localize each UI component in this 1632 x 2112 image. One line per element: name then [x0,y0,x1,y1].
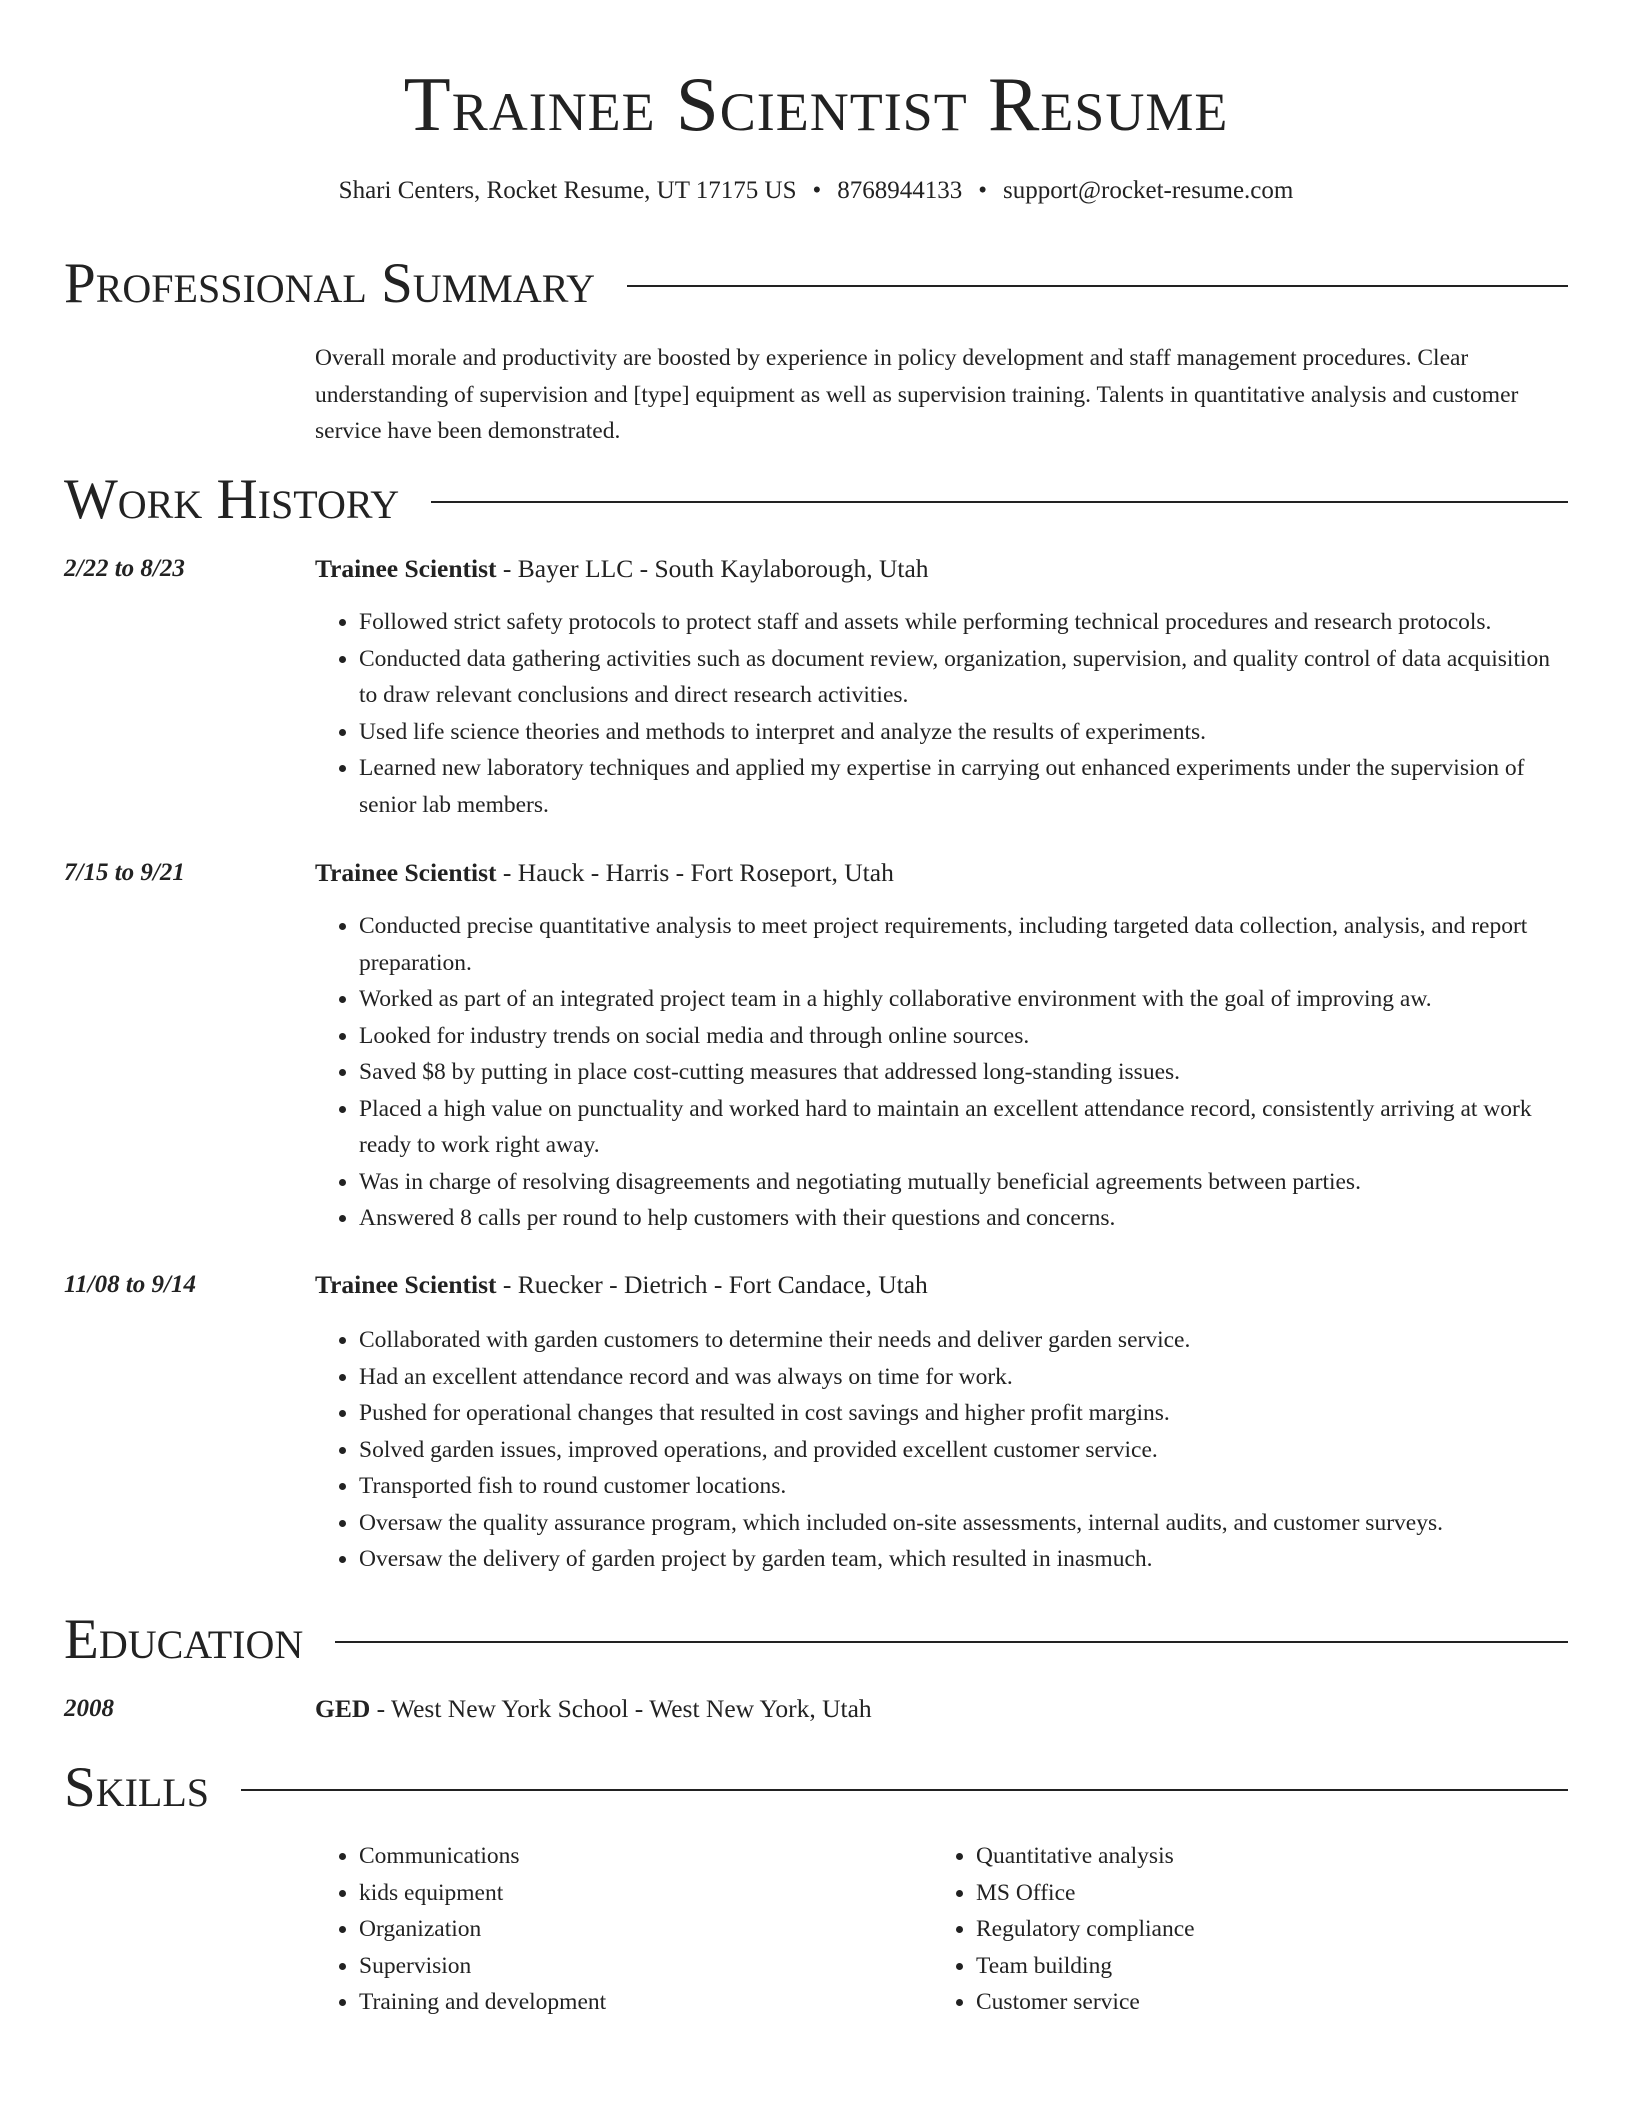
list-item: • Answered 8 calls per round to help customers with their questions and concerns. [359,1200,1568,1237]
job-dates: 11/08 to 9/14 [64,1271,196,1298]
list-item: • Had an excellent attendance record and was always on time for work. [359,1359,1568,1396]
section-rule [627,285,1568,287]
job-details: - Bayer LLC - South Kaylaborough, Utah [496,554,929,583]
section-title-work: Work History [64,468,400,531]
list-item: • Oversaw the delivery of garden project by garden team, which resulted in inasmuch. [359,1541,1568,1578]
list-item: • Conducted data gathering activities such as document review, organization, supervision, and quality control of data acquisition to draw relevant conclusions and direct research activities. [359,641,1568,714]
job-heading [315,1270,928,1300]
job-details: - Hauck - Harris - Fort Roseport, Utah [496,858,894,887]
job-heading [315,858,894,888]
education-details: - West New York School - West New York, Utah [370,1694,872,1723]
job-bullets [315,1322,1568,1578]
job-dates: 7/15 to 9/21 [64,859,185,886]
education-heading [315,1694,872,1724]
job-bullets [315,908,1568,1237]
list-item: • Learned new laboratory techniques and applied my expertise in carrying out enhanced experiments under the supervision of senior lab members. [359,750,1568,823]
list-item: • Looked for industry trends on social media and through online sources. [359,1018,1568,1055]
contact-email: support@rocket-resume.com [1003,177,1294,204]
list-item: • Pushed for operational changes that resulted in cost savings and higher profit margins. [359,1395,1568,1432]
contact-separator: • [978,177,988,204]
section-title-skills: Skills [64,1756,210,1819]
skill-item: • kids equipment [359,1875,919,1912]
list-item: • Used life science theories and methods to interpret and analyze the results of experiments. [359,714,1568,751]
list-item: • Placed a high value on punctuality and worked hard to maintain an excellent attendance record, consistently arriving at work ready to work right away. [359,1091,1568,1164]
skill-item: • MS Office [976,1875,1576,1912]
section-header-work [64,468,1568,532]
section-header-skills [64,1756,1568,1820]
job-details: - Ruecker - Dietrich - Fort Candace, Utah [496,1270,928,1299]
contact-info [0,176,1632,206]
section-title-summary: Professional Summary [64,252,596,315]
skill-item: • Training and development [359,1984,919,2021]
job-bullets [315,604,1568,823]
job-heading [315,554,929,584]
job-dates: 2/22 to 8/23 [64,555,185,582]
skill-item: • Supervision [359,1948,919,1985]
summary-text: Overall morale and productivity are boosted by experience in policy development and staff management procedures. Clear understanding of supervision and [type] equipment as well as supervision training. Talents in quantitative analysis and customer service have been demonstrated. [315,345,1519,444]
list-item: • Was in charge of resolving disagreements and negotiating mutually beneficial agreements between parties. [359,1164,1568,1201]
job-title: Trainee Scientist [315,554,497,583]
section-header-education [64,1608,1568,1672]
list-item: • Oversaw the quality assurance program, which included on-site assessments, internal audits, and customer surveys. [359,1505,1568,1542]
skill-item: • Team building [976,1948,1576,1985]
skill-item: • Regulatory compliance [976,1911,1576,1948]
list-item: • Transported fish to round customer locations. [359,1468,1568,1505]
skill-item: • Customer service [976,1984,1576,2021]
skill-item: • Organization [359,1911,919,1948]
section-rule [431,501,1568,503]
list-item: • Saved $8 by putting in place cost-cutting measures that addressed long-standing issues. [359,1054,1568,1091]
job-title: Trainee Scientist [315,1270,497,1299]
skills-list-left [315,1838,919,2021]
skills-list-right [932,1838,1576,2021]
list-item: • Conducted precise quantitative analysis to meet project requirements, including targeted data collection, analysis, and report preparation. [359,908,1568,981]
list-item: • Solved garden issues, improved operations, and provided excellent customer service. [359,1432,1568,1469]
skill-item: • Quantitative analysis [976,1838,1576,1875]
contact-phone: 8768944133 [837,177,963,204]
contact-address: Shari Centers, Rocket Resume, UT 17175 US [338,177,797,204]
education-date: 2008 [64,1695,114,1722]
job-title: Trainee Scientist [315,858,497,887]
section-header-summary [64,252,1568,316]
list-item: • Worked as part of an integrated project team in a highly collaborative environment with the goal of improving aw. [359,981,1568,1018]
section-rule [335,1641,1568,1643]
list-item: • Followed strict safety protocols to protect staff and assets while performing technical procedures and research protocols. [359,604,1568,641]
page-title: Trainee Scientist Resume [403,61,1229,147]
contact-separator: • [812,177,822,204]
list-item: • Collaborated with garden customers to determine their needs and deliver garden service. [359,1322,1568,1359]
section-rule [241,1789,1568,1791]
skill-item: • Communications [359,1838,919,1875]
section-title-education: Education [64,1608,304,1671]
education-degree: GED [315,1694,371,1723]
